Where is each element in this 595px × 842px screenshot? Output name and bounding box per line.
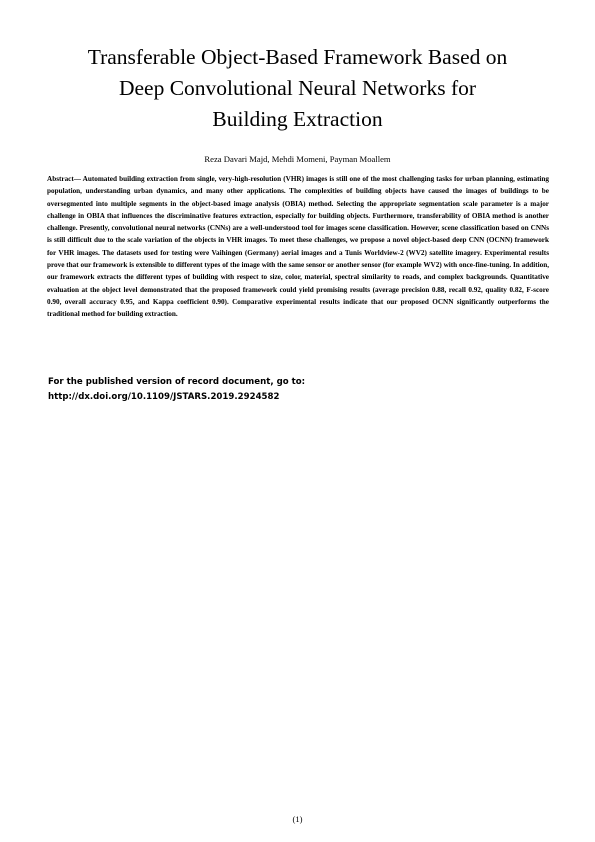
abstract-label: Abstract— xyxy=(47,175,81,183)
author-list: Reza Davari Majd, Mehdi Momeni, Payman Moallem xyxy=(204,154,391,164)
page-number: (1) xyxy=(292,814,303,824)
title-line-1: Transferable Object-Based Framework Based on xyxy=(87,45,508,69)
title-line-3: Building Extraction xyxy=(212,107,383,131)
title-line-2: Deep Convolutional Neural Networks for xyxy=(118,76,477,100)
abstract-text: Automated building extraction from single, very-high-resolution (VHR) images is still one of the most challenging tasks for urban planning, estimating population, understanding urban dynamics, and many other applications. The complexities of building objects have caused the images of buildings to be oversegmented into multiple segments in the object-based image analysis (OBIA) method. Selecting the appropriate segmentation scale parameter is a major challenge in OBIA that influences the discriminative features extraction, especially for building objects. Furthermore, transferability of OBIA method is another challenge. Presently, convolutional neural networks (CNNs) are a well-understood tool for images scene classification. However, scene classification based on CNNs is still difficult due to the scale variation of the objects in VHR images. To meet these challenges, we propose a novel object-based deep CNN (OCNN) framework for VHR images. The datasets used for testing were Vaihingen (Germany) aerial images and a Tunis Worldview-2 (WV2) satellite imagery. Experimental results prove that our framework is extensible to different types of the image with the same sensor or another sensor (for example WV2) with once-fine-tuning. In addition, our framework extracts the different types of building with respect to size, color, material, spectral similarity to roads, and complex backgrounds. Quantitative evaluation at the object level demonstrated that the proposed framework could yield promising results (average precision 0.88, recall 0.92, quality 0.82, F-score 0.90, overall accuracy 0.95, and Kappa coefficient 0.90). Comparative experimental results indicate that our proposed OCNN significantly outperforms the traditional method for building extraction. xyxy=(47,175,549,319)
paper-title xyxy=(40,42,555,135)
abstract-paragraph xyxy=(47,173,549,321)
doi-link[interactable]: http://dx.doi.org/10.1109/JSTARS.2019.2924582 xyxy=(48,392,280,402)
published-version-label: For the published version of record document, go to: xyxy=(48,377,306,387)
published-version-notice xyxy=(48,375,548,405)
